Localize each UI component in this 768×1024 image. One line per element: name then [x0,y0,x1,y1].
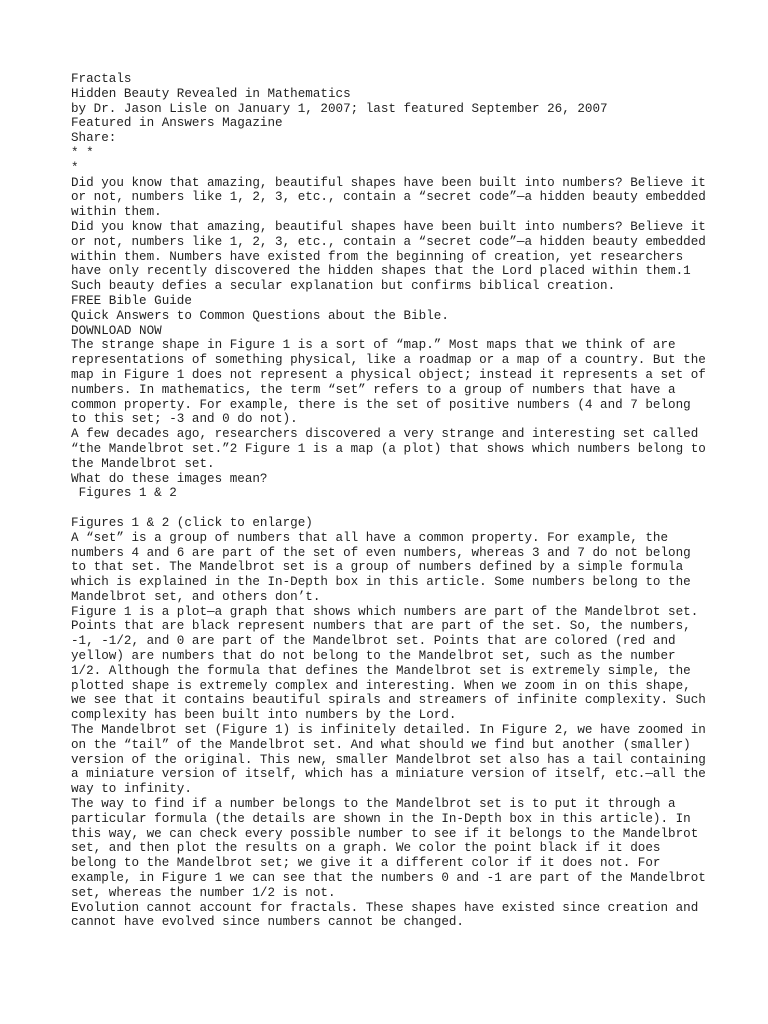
body-paragraph: The strange shape in Figure 1 is a sort of “map.” Most maps that we think of are representations of something physical, like a roadmap or a map of a country. But the map in Figure 1 does not represent a physical object; instead it represents a set of numbers. In mathematics, the term “set” refers to a group of numbers that have a common property. For example, there is the set of positive numbers (4 and 7 belong to this set; -3 and 0 do not). [71,338,714,427]
intro-paragraph: Did you know that amazing, beautiful shapes have been built into numbers? Believe it or not, numbers like 1, 2, 3, etc., contain a “secret code”—a hidden beauty embedded within them. Numbers have existed from the beginning of creation, yet researchers have only recently discovered the hidden shapes that the Lord placed within them.1 Such beauty defies a secular explanation but confirms biblical creation. [71,219,714,294]
document-page [71,72,714,930]
figures-caption-link[interactable]: Figures 1 & 2 (click to enlarge) [71,515,313,530]
body-paragraph: A “set” is a group of numbers that all have a common property. For example, the numbers 4 and 6 are part of the set of even numbers, whereas 3 and 7 do not belong to that set. The Mandelbrot set is a group of numbers defined by a simple formula which is explained in the In-Depth box in this article. Some numbers belong to the Mandelbrot set, and others don’t. [71,530,699,604]
body-paragraph: A few decades ago, researchers discovered a very strange and interesting set called “the Mandelbrot set.”2 Figure 1 is a map (a plot) that shows which numbers belong to the Mandelbrot set. [71,427,714,471]
intro-summary: Did you know that amazing, beautiful shapes have been built into numbers? Believe it or not, numbers like 1, 2, 3, etc., contain a “secret code”—a hidden beauty embedded within them. [71,175,714,220]
section-question: What do these images mean? [71,471,268,486]
body-paragraph: Figure 1 is a plot—a graph that shows which numbers are part of the Mandelbrot set. Points that are black represent numbers that are part of the set. So, the numbers, -1, -1/2, and 0 are part of the Mandelbrot set. Points that are colored (red and yellow) are numbers that do not belong to the Mandelbrot set, such as the number 1/2. Although the formula that defines the Mandelbrot set is extremely simple, the plotted shape is extremely complex and interesting. When we zoom in on this shape, we see that it contains beautiful spirals and streamers of infinite complexity. Such complexity has been built into numbers by the Lord. [71,604,714,723]
download-now-link[interactable]: DOWNLOAD NOW [71,323,162,338]
figures-image-label[interactable]: Figures 1 & 2 [71,486,177,501]
featured-label: Featured in Answers Magazine [71,116,283,131]
article-title: Fractals [71,72,132,86]
promo-heading: FREE Bible Guide [71,293,192,308]
article-byline: by Dr. Jason Lisle on January 1, 2007; last featured September 26, 2007 [71,101,608,116]
promo-description: Quick Answers to Common Questions about the Bible. [71,308,449,323]
body-paragraph: The way to find if a number belongs to the Mandelbrot set is to put it through a particular formula (the details are shown in the In-Depth box in this article). In this way, we can check every possible number to see if it belongs to the Mandelbrot set, and then plot the results on a graph. We color the point black if it does belong to the Mandelbrot set; we give it a different color if it does not. For example, in Figure 1 we can see that the numbers 0 and -1 are part of the Mandelbrot set, whereas the number 1/2 is not. [71,797,714,900]
share-label: Share: [71,131,117,146]
body-paragraph: The Mandelbrot set (Figure 1) is infinitely detailed. In Figure 2, we have zoomed in on the “tail” of the Mandelbrot set. And what should we find but another (smaller) version of the original. This new, smaller Mandelbrot set also has a tail containing a miniature version of itself, which has a miniature version of itself, etc.—all the way to infinity. [71,723,714,797]
article-subtitle: Hidden Beauty Revealed in Mathematics [71,86,351,101]
body-paragraph: Evolution cannot account for fractals. These shapes have existed since creation and cannot have evolved since numbers cannot be changed. [71,900,706,930]
blank-line [71,501,711,516]
share-icon-extra[interactable]: * [71,160,79,175]
share-icons[interactable]: * * [71,145,94,160]
